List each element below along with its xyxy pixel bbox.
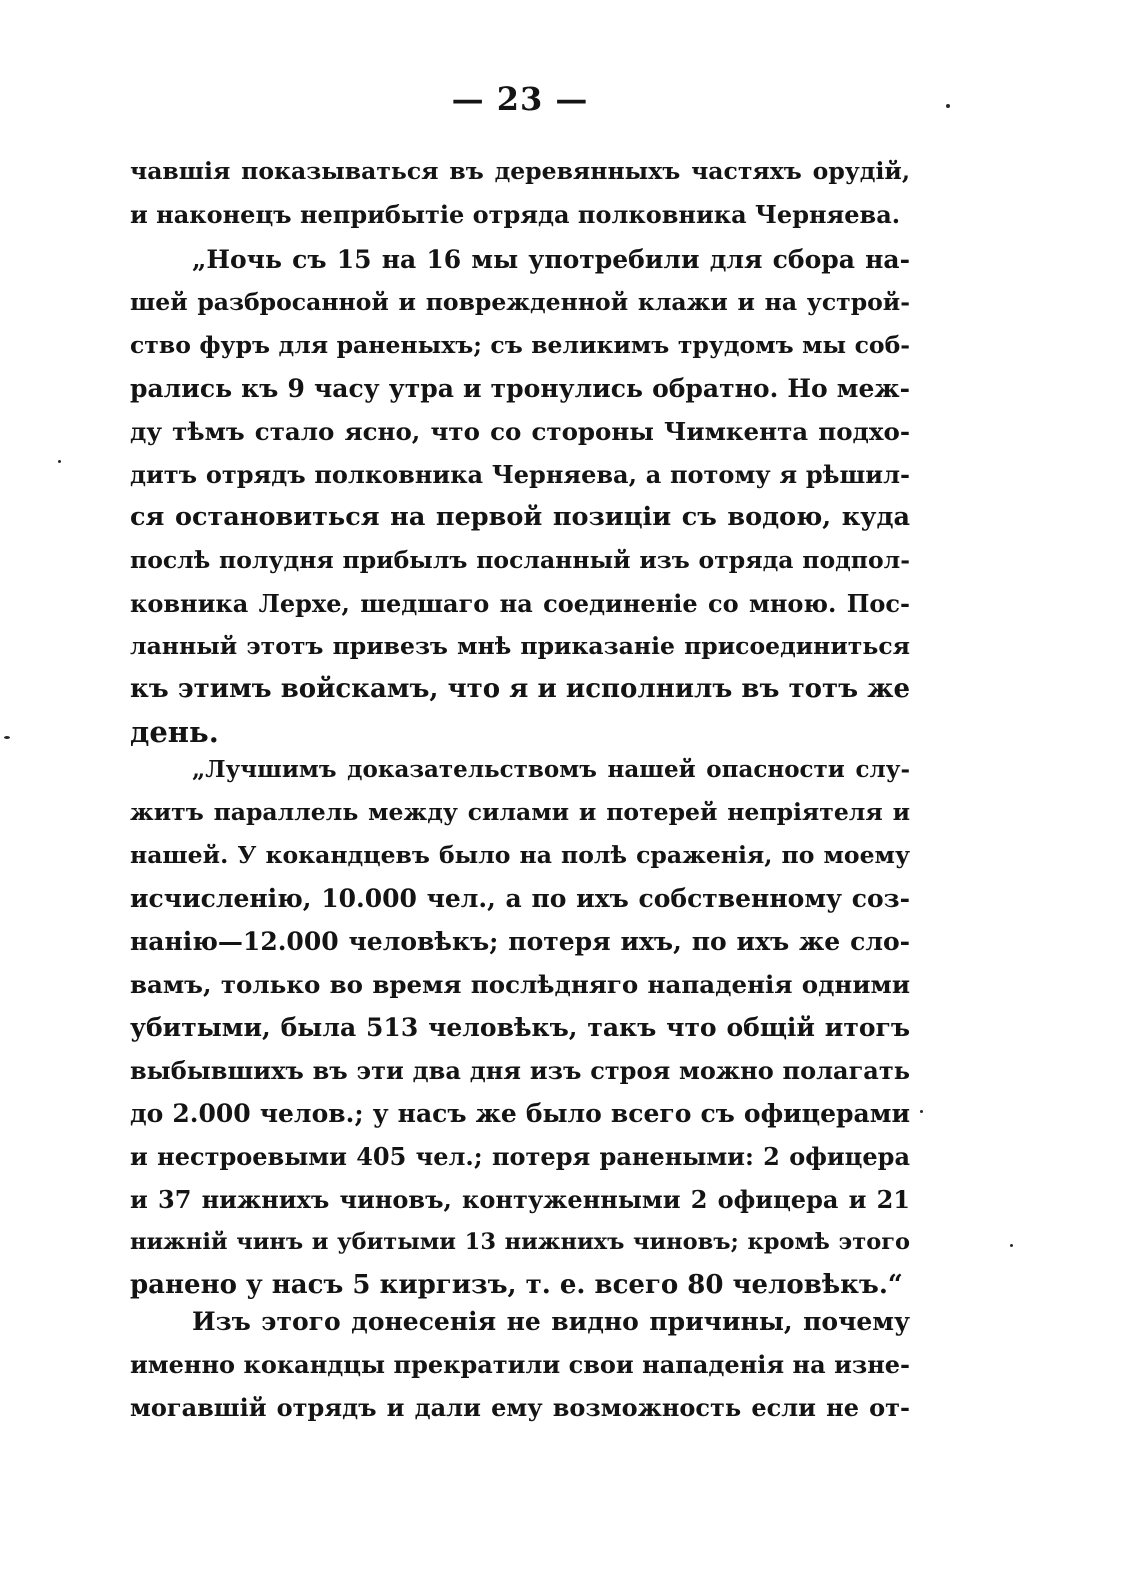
text-line: послѣ полудня прибылъ посланный изъ отряда подпол- (130, 546, 910, 574)
text-line: нанію—12.000 человѣкъ; потеря ихъ, по ихъ же сло- (130, 927, 910, 956)
text-line: нашей. У кокандцевъ было на полѣ сраженія, по моему (130, 841, 910, 869)
text-line: именно кокандцы прекратили свои нападенія на изне- (130, 1350, 910, 1379)
text-line: нижній чинъ и убитыми 13 нижнихъ чиновъ; кромѣ этого (130, 1229, 910, 1255)
text-line: вамъ, только во время послѣдняго нападенія одними (130, 970, 910, 999)
text-line: рались къ 9 часу утра и тронулись обратно. Но меж- (130, 374, 910, 403)
page-number: — 23 — (451, 80, 589, 118)
text-line: ранено у насъ 5 киргизъ, т. е. всего 80 человѣкъ.“ (130, 1270, 903, 1300)
text-line: шей разбросанной и поврежденной клажи и на устрой- (130, 288, 910, 316)
scan-speck (4, 736, 10, 739)
text-line: и наконецъ неприбытіе отряда полковника Черняева. (130, 200, 901, 229)
paragraph-quote-losses (130, 748, 910, 1307)
text-line: ство фуръ для раненыхъ; съ великимъ трудомъ мы соб- (130, 331, 910, 359)
text-line: могавшій отрядъ и дали ему возможность если не от- (130, 1393, 910, 1422)
paragraph-commentary (130, 1300, 910, 1429)
text-line: дитъ отрядъ полковника Черняева, а потому я рѣшил- (130, 460, 910, 489)
text-line: исчисленію, 10.000 чел., а по ихъ собственному соз- (130, 884, 910, 913)
text-line: „Ночь съ 15 на 16 мы употребили для сбора на- (192, 245, 910, 274)
text-line: и нестроевыми 405 чел.; потеря ранеными: 2 офицера (130, 1142, 910, 1171)
scan-speck (920, 1110, 923, 1113)
text-line: чавшія показываться въ деревянныхъ частяхъ орудій, (130, 157, 910, 185)
text-line: ковника Лерхе, шедшаго на соединеніе со мною. Пос- (130, 589, 910, 618)
text-line: выбывшихъ въ эти два дня изъ строя можно полагать (130, 1056, 910, 1085)
text-line: ду тѣмъ стало ясно, что со стороны Чимкента подхо- (130, 417, 910, 446)
text-line: ланный этотъ привезъ мнѣ приказаніе присоединиться (130, 632, 910, 660)
text-line: ся остановиться на первой позиціи съ водою, куда (130, 502, 910, 532)
paragraph-quote-night (130, 238, 910, 754)
text-line: Изъ этого донесенія не видно причины, почему (192, 1307, 910, 1336)
paragraph-continuation (130, 150, 910, 236)
text-line: день. (130, 715, 219, 749)
scan-speck (58, 460, 61, 463)
text-line: до 2.000 челов.; у насъ же было всего съ офицерами (130, 1099, 910, 1128)
text-line: „Лучшимъ доказательствомъ нашей опасности слу- (192, 756, 910, 783)
scan-speck (946, 104, 950, 108)
text-line: и 37 нижнихъ чиновъ, контуженными 2 офицера и 21 (130, 1185, 910, 1214)
text-line: убитыми, была 513 человѣкъ, такъ что общій итогъ (130, 1013, 910, 1042)
scan-speck (1010, 1244, 1013, 1247)
text-line: къ этимъ войскамъ, что я и исполнилъ въ тотъ же (130, 674, 910, 704)
text-line: житъ параллель между силами и потерей непріятеля и (130, 798, 910, 826)
